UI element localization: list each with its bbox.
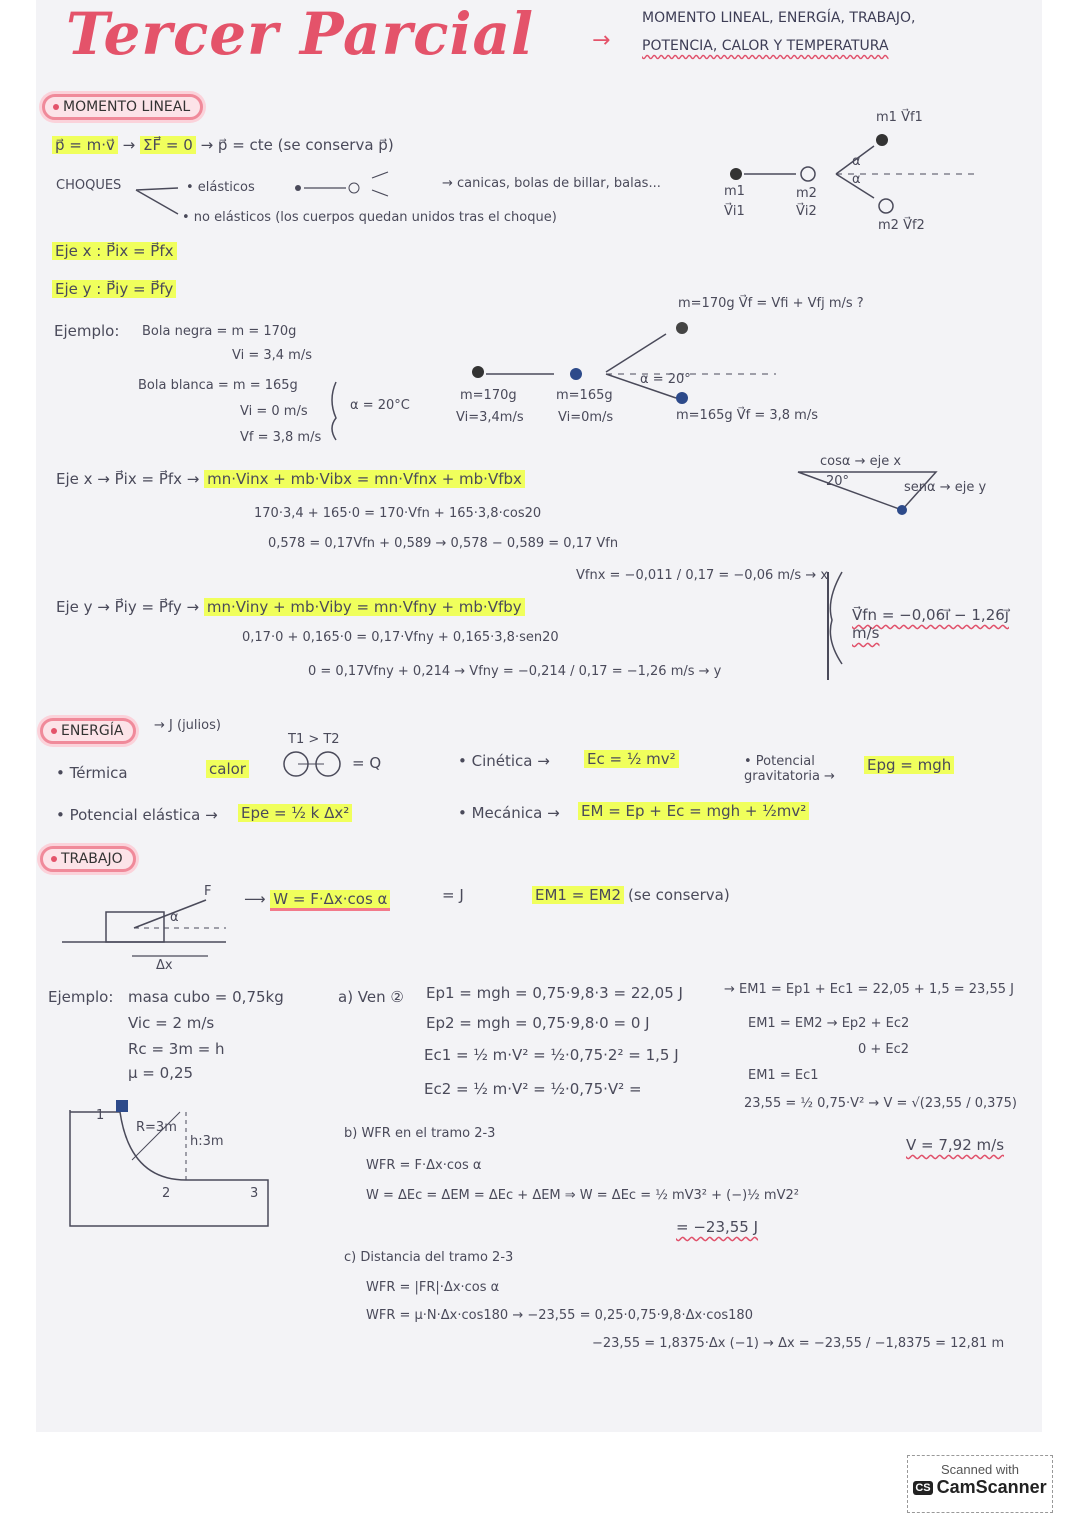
calc-x-line-4: Vfnx = −0,011 / 0,17 = −0,06 m/s → x	[576, 568, 829, 583]
track-cube	[116, 1100, 128, 1112]
part-b-line-2: W = ΔEc = ΔEM = ΔEc + ΔEM ⇒ W = ΔEc = ½ mV3² + (−)½ mV2²	[366, 1188, 799, 1203]
track-radius-value: Rc = 3m = h	[128, 1040, 225, 1058]
diagram-label-m1: m1	[724, 184, 745, 199]
calc-x-line-2: 170·3,4 + 165·0 = 170·Vfn + 165·3,8·cos20	[254, 506, 542, 521]
formula-sumf-zero: ΣF⃗ = 0	[140, 136, 196, 154]
triangle-sen-label: senα → eje y	[904, 480, 987, 495]
ex1-final-white	[676, 392, 688, 404]
diagram-label-m1-final: m1 V⃗f1	[876, 110, 923, 125]
ex1-final-black	[676, 322, 688, 334]
diagram-label-m2: m2	[796, 186, 817, 201]
momentum-formulas: p⃗ = m·v⃗ → ΣF⃗ = 0 → p⃗ = cte (se conserva p⃗)	[52, 136, 394, 154]
result-velocity: V = 7,92 m/s	[906, 1136, 1005, 1154]
cube-velocity: Vic = 2 m/s	[128, 1014, 215, 1032]
work-formula: ⟶ W = F·Δx·cos α	[244, 890, 390, 908]
triangle-cos-label: cosα → eje x	[820, 454, 902, 469]
kinetic-formula: Ec = ½ mv²	[584, 750, 679, 768]
calc-x-line-3: 0,578 = 0,17Vfn + 0,589 → 0,578 − 0,589 = 0,17 Vfn	[268, 536, 619, 551]
friction-coefficient: μ = 0,25	[128, 1064, 194, 1082]
example-2-label: Ejemplo:	[48, 988, 114, 1006]
part-c-line-3: −23,55 = 1,8375·Δx (−1) → Δx = −23,55 / −1,8375 = 12,81 m	[592, 1336, 1005, 1351]
elastic-energy: • Potencial elástica →	[56, 806, 218, 824]
part-a-ep2: Ep2 = mgh = 0,75·9,8·0 = 0 J	[426, 1014, 650, 1032]
gravitational-formula: Epg = mgh	[864, 756, 954, 774]
gravitational-energy: • Potencial gravitatoria →	[744, 754, 835, 784]
diagram-label-vi2: V⃗i2	[796, 204, 817, 219]
calc-y-line-2: 0,17·0 + 0,165·0 = 0,17·Vfny + 0,165·3,8·sen20	[242, 630, 559, 645]
kinetic-energy: • Cinética →	[458, 752, 550, 770]
part-b-label: b) WFR en el tramo 2-3	[344, 1126, 496, 1141]
result-zero-ec2: 0 + Ec2	[858, 1042, 910, 1057]
d-mass-1: m=170g	[460, 388, 517, 403]
diagram-alpha-1: α	[852, 154, 861, 169]
choques-label: CHOQUES	[56, 178, 122, 193]
result-em1-ec1: EM1 = Ec1	[748, 1068, 819, 1083]
part-a-ep1: Ep1 = mgh = 0,75·9,8·3 = 22,05 J	[426, 984, 683, 1002]
data-brace	[332, 382, 336, 440]
elastic-collisions: • elásticos	[186, 180, 255, 195]
calc-y-line-3: 0 = 0,17Vfny + 0,214 → Vfny = −0,214 / 0,17 = −1,26 m/s → y	[308, 664, 722, 679]
example-1-label: Ejemplo:	[54, 322, 120, 340]
result-em-equal: EM1 = EM2 → Ep2 + Ec2	[748, 1016, 910, 1031]
part-c-line-2: WFR = μ·N·Δx·cos180 → −23,55 = 0,25·0,75·9,8·Δx·cos180	[366, 1308, 753, 1323]
result-brace-curve	[830, 572, 842, 664]
displacement-label: Δx	[156, 958, 173, 973]
mechanical-energy: • Mecánica →	[458, 804, 560, 822]
part-b-line-1: WFR = F·Δx·cos α	[366, 1158, 482, 1173]
part-a-ec1: Ec1 = ½ m·V² = ½·0,75·2² = 1,5 J	[424, 1046, 679, 1064]
result-em1: → EM1 = Ep1 + Ec1 = 22,05 + 1,5 = 23,55 J	[724, 982, 1014, 997]
axis-x-conservation: Eje x : P⃗ix = P⃗fx	[52, 242, 177, 260]
heat-q: = Q	[352, 754, 382, 772]
ex1-white-ball	[570, 368, 582, 380]
subtitle-line-1: MOMENTO LINEAL, ENERGÍA, TRABAJO,	[642, 10, 916, 26]
black-ball-velocity: Vi = 3,4 m/s	[232, 348, 312, 363]
point-3: 3	[250, 1186, 259, 1201]
energy-unit: → J (julios)	[154, 718, 221, 733]
choques-branch-arrow	[136, 188, 178, 214]
part-b-result: = −23,55 J	[676, 1218, 759, 1236]
bullet-dot	[51, 856, 57, 862]
part-a-ec2: Ec2 = ½ m·V² = ½·0,75·V² =	[424, 1080, 642, 1098]
work-angle: α	[170, 910, 179, 925]
d-top-label: m=170g V⃗f = Vfi + Vfj m/s ?	[678, 296, 864, 311]
elastic-note: → canicas, bolas de billar, balas...	[442, 176, 661, 191]
ex1-deflect	[606, 334, 676, 398]
force-label: F	[204, 884, 212, 899]
diagram-ball-m2-final	[879, 199, 893, 213]
point-1: 1	[96, 1108, 105, 1123]
triangle-ball	[897, 505, 907, 515]
white-ball-mass: Bola blanca = m = 165g	[138, 378, 298, 393]
stamp-line-1: Scanned with	[940, 1462, 1020, 1477]
axis-y-conservation: Eje y : P⃗iy = P⃗fy	[52, 280, 176, 298]
formula-p-const: p⃗ = cte (se conserva p⃗)	[217, 136, 394, 154]
stamp-line-2: CamScanner	[936, 1477, 1047, 1497]
diagram-label-m2-final: m2 V⃗f2	[878, 218, 925, 233]
section-tag-energia: ENERGÍA	[40, 718, 136, 744]
part-a-label: a) Ven ②	[338, 988, 404, 1006]
point-2: 2	[162, 1186, 171, 1201]
calc-y-line-1: Eje y → P⃗iy = P⃗fy → mn·Viny + mb·Viby = mn·Vfny + mb·Vfby	[56, 598, 525, 616]
ex1-black-ball	[472, 366, 484, 378]
notebook-page	[36, 0, 1042, 1432]
triangle-angle-label: 20°	[826, 474, 850, 489]
conservation-note: (se conserva)	[628, 886, 730, 904]
drawings-layer	[36, 0, 1042, 1432]
d-vel-1: Vi=3,4m/s	[456, 410, 524, 425]
subtitle-line-2: POTENCIA, CALOR Y TEMPERATURA	[642, 38, 889, 54]
section-tag-momento: MOMENTO LINEAL	[42, 94, 203, 120]
diagram-ball-m1-final	[876, 134, 888, 146]
ball-dot	[295, 185, 301, 191]
black-ball-mass: Bola negra = m = 170g	[142, 324, 297, 339]
section-tag-trabajo: TRABAJO	[40, 846, 136, 872]
calc-x-line-1: Eje x → P⃗ix = P⃗fx → mn·Vinx + mb·Vibx = mn·Vfnx + mb·Vfbx	[56, 470, 525, 488]
elastic-formula: Epe = ½ k Δx²	[238, 804, 352, 822]
d-mass-2: m=165g	[556, 388, 613, 403]
camscanner-stamp	[907, 1455, 1053, 1513]
bullet-dot	[51, 728, 57, 734]
diagram-ball-m1	[730, 168, 742, 180]
diagram-label-vi1: V⃗i1	[724, 204, 745, 219]
camscanner-logo-icon: CS	[915, 1482, 931, 1495]
work-unit: = J	[442, 886, 464, 904]
ball-circle	[349, 183, 359, 193]
result-solve-v: 23,55 = ½ 0,75·V² → V = √(23,55 / 0,375)	[744, 1096, 1017, 1111]
stamp-brand	[908, 1477, 1052, 1498]
formula-p-mv: p⃗ = m·v⃗	[52, 136, 118, 154]
d-vel-2: Vi=0m/s	[558, 410, 614, 425]
track-radius-label: R=3m	[136, 1120, 177, 1135]
part-c-label: c) Distancia del tramo 2-3	[344, 1250, 514, 1265]
angle-value: α = 20°C	[350, 398, 410, 413]
temperature-relation: T1 > T2	[288, 732, 340, 747]
velocity-result: V⃗fn = −0,06i⃗ − 1,26j⃗ m/s	[852, 606, 1009, 642]
mech-conservation: EM1 = EM2	[532, 886, 624, 904]
diagram-alpha-2: α	[852, 172, 861, 187]
title-arrow: →	[592, 28, 611, 53]
thermal-energy: • Térmica	[56, 764, 128, 782]
mechanical-formula: EM = Ep + Ec = mgh + ½mv²	[578, 802, 809, 820]
page-title: Tercer Parcial	[66, 0, 535, 68]
white-ball-vf: Vf = 3,8 m/s	[240, 430, 322, 445]
part-c-line-1: WFR = |FR|·Δx·cos α	[366, 1280, 500, 1295]
d-angle-label: α = 20°	[640, 372, 691, 387]
d-bottom-label: m=165g V⃗f = 3,8 m/s	[676, 408, 819, 423]
track-height-label: h:3m	[190, 1134, 224, 1149]
heat-label: calor	[206, 760, 249, 778]
ball-split	[372, 172, 388, 196]
inelastic-collisions: • no elásticos (los cuerpos quedan unidos tras el choque)	[182, 210, 557, 225]
diagram-ball-m2	[801, 167, 815, 181]
cube-mass: masa cubo = 0,75kg	[128, 988, 284, 1006]
white-ball-vi: Vi = 0 m/s	[240, 404, 308, 419]
